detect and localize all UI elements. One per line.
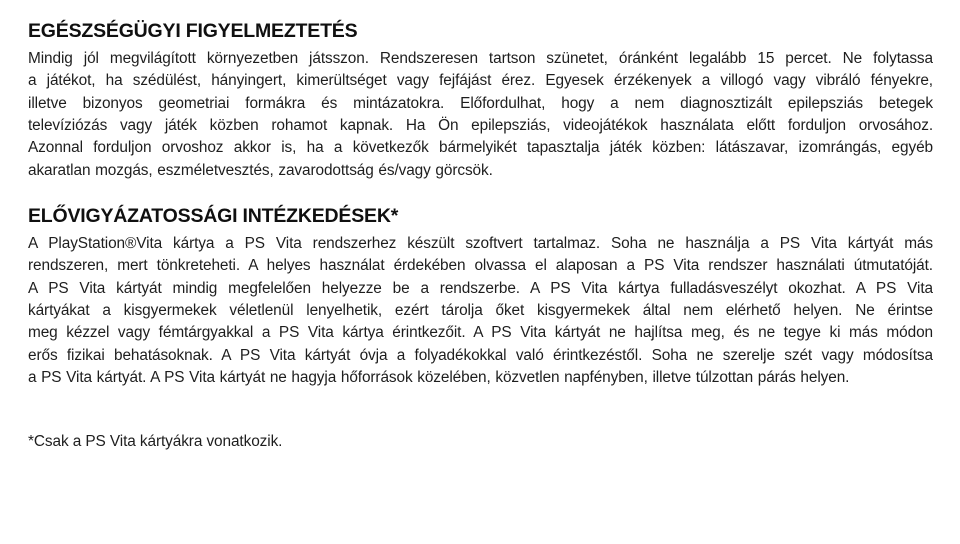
paragraph-line: Azonnal forduljon orvoshoz akkor is, ha a következők bármelyikét tapasztalja játék közben: látászavar, izomrángás, egyéb (28, 139, 933, 157)
paragraph-line: Mindig jól megvilágított környezetben játsszon. Rendszeresen tartson szünetet, óránként legalább 15 percet. Ne folytassa (28, 50, 933, 67)
paragraph-line: meg kézzel vagy fémtárgyakkal a PS Vita kártya érintkezőit. A PS Vita kártyát ne hajlítsa meg, és ne tegye ki más módon (28, 324, 933, 342)
paragraph-line: akaratlan mozgás, eszméletvesztés, zavarodottság és/vagy görcsök. (28, 161, 493, 179)
health-warning-paragraph (28, 48, 933, 182)
precautions-heading: ELŐVIGYÁZATOSSÁGI INTÉZKEDÉSEK* (28, 205, 399, 228)
footnote: *Csak a PS Vita kártyákra vonatkozik. (28, 433, 283, 451)
section-precautions (28, 205, 933, 389)
paragraph-line: kártyákat a kisgyermekek véletlenül lenyelhetik, ezért tárolja őket kisgyermekek által nem elérhető helyen. Ne érintse (28, 302, 933, 320)
paragraph-line: A PS Vita kártyát mindig megfelelően helyezze be a rendszerbe. A PS Vita kártya fulladásveszélyt okozhat. A PS Vita (28, 279, 933, 297)
paragraph-line: illetve bizonyos geometriai formákra és mintázatokra. Előfordulhat, hogy a nem diagnosztizált epilepsziás betegek (28, 94, 933, 112)
paragraph-line: rendszeren, mert tönkreteheti. A helyes használat érdekében olvassa el alaposan a PS Vita rendszer használati útmutatóját. (28, 257, 933, 275)
paragraph-line: erős fizikai behatásoknak. A PS Vita kártyát óvja a folyadékokkal való érintkezéstől. Soha ne szerelje szét vagy módosítsa (28, 346, 933, 364)
precautions-paragraph (28, 233, 933, 389)
paragraph-line: a PS Vita kártyát. A PS Vita kártyát ne hagyja hőforrások közelében, közvetlen napfényben, illetve túlzottan párás helyen. (28, 369, 850, 387)
section-health-warning (28, 20, 933, 182)
paragraph-line: televíziózás vagy játék közben rohamot kapnak. Ha Ön epilepsziás, videojátékok használata előtt forduljon orvosához. (28, 117, 933, 135)
health-warning-heading: EGÉSZSÉGÜGYI FIGYELMEZTETÉS (28, 20, 358, 42)
paragraph-line: A PlayStation®Vita kártya a PS Vita rendszerhez készült szoftvert tartalmaz. Soha ne használja a PS Vita kártyát más (28, 235, 933, 253)
paragraph-line: a játékot, ha szédülést, hányingert, kimerültséget vagy fejfájást érez. Egyesek érzékenyek a villogó vagy vibráló fényekre, (28, 72, 933, 90)
